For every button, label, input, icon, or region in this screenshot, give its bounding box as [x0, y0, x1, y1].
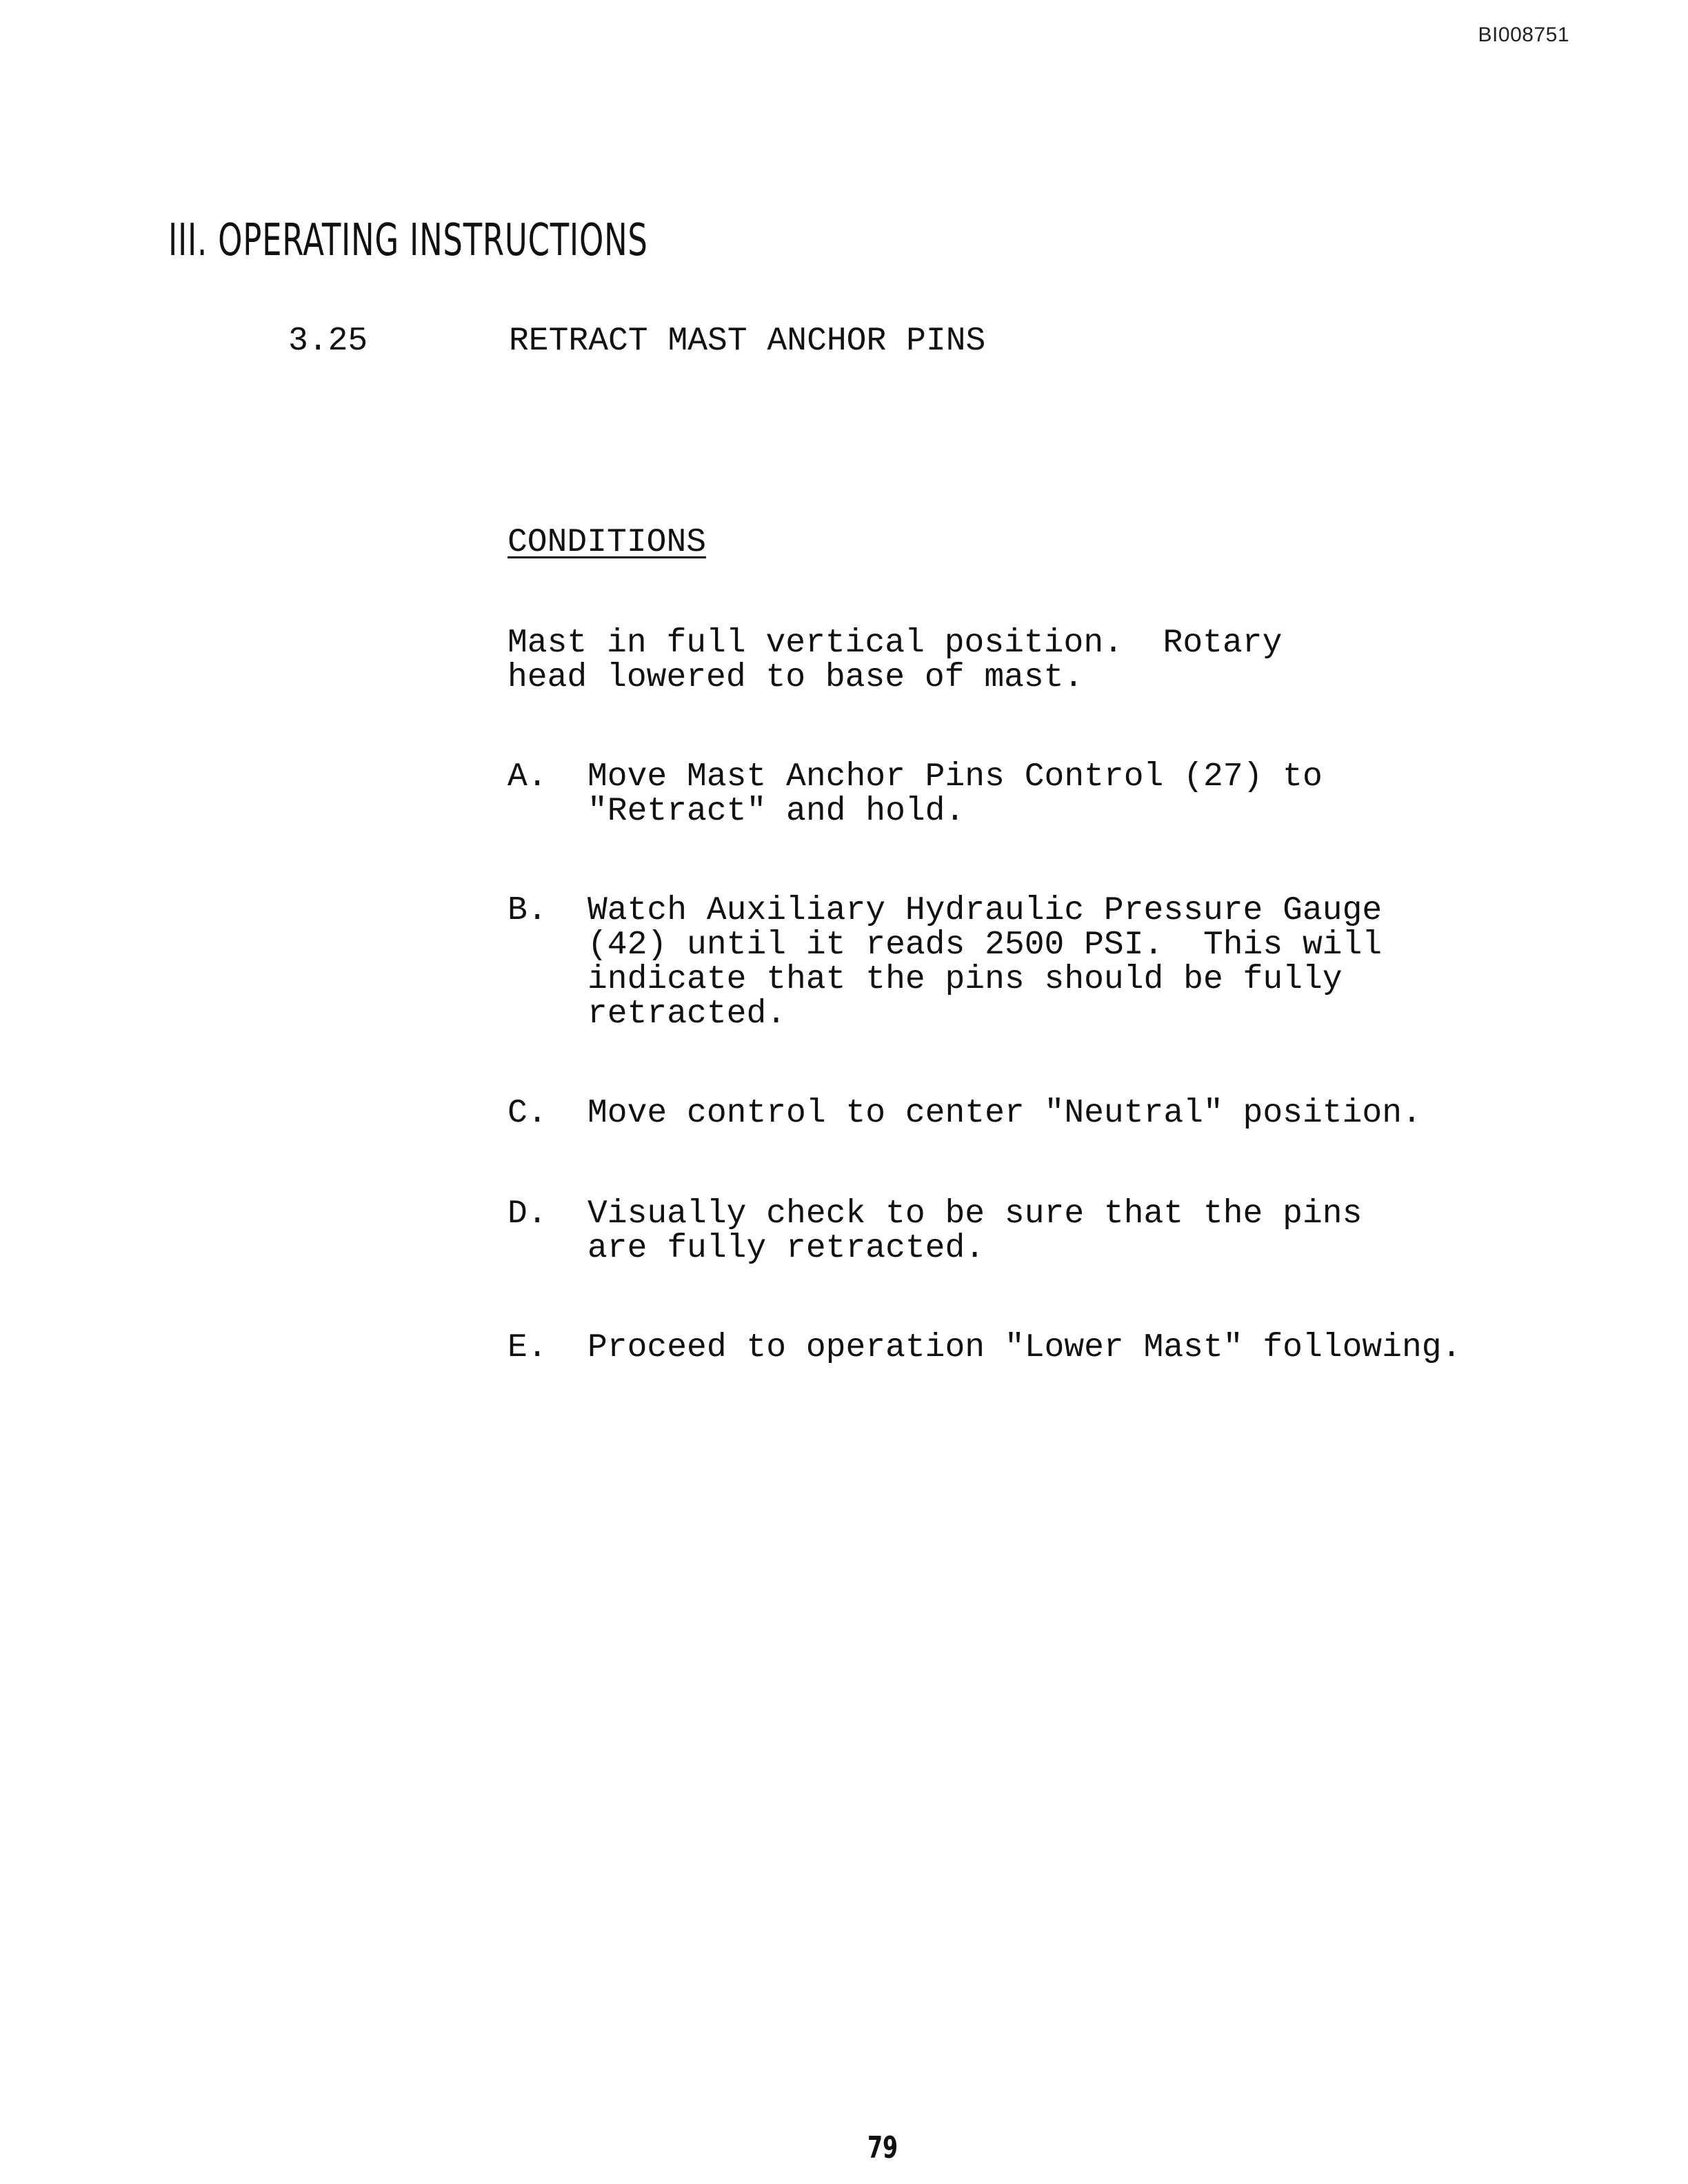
- document-id: BI008751: [1478, 23, 1569, 46]
- section-heading: III. OPERATING INSTRUCTIONS: [168, 215, 648, 266]
- step-letter: D.: [508, 1195, 547, 1233]
- step-text: Move Mast Anchor Pins Control (27) to "Retract" and hold.: [587, 758, 1323, 830]
- conditions-text: Mast in full vertical position. Rotary head lowered to base of mast.: [508, 625, 1283, 696]
- step-letter: A.: [508, 758, 547, 796]
- step-text: Visually check to be sure that the pins are fully retracted.: [587, 1195, 1363, 1267]
- step-letter: E.: [508, 1329, 547, 1366]
- subsection-title: RETRACT MAST ANCHOR PINS: [509, 323, 986, 360]
- page-number: 79: [867, 2130, 898, 2165]
- conditions-label: CONDITIONS: [508, 524, 707, 561]
- step-letter: B.: [508, 892, 547, 929]
- step-text: Move control to center "Neutral" position.: [587, 1095, 1422, 1132]
- subsection-number: 3.25: [288, 323, 368, 360]
- step-text: Proceed to operation "Lower Mast" following.: [587, 1329, 1462, 1366]
- step-letter: C.: [508, 1095, 547, 1132]
- step-text: Watch Auxiliary Hydraulic Pressure Gauge (42) until it reads 2500 PSI. This will indicate that the pins should be fully retracted.: [587, 892, 1383, 1033]
